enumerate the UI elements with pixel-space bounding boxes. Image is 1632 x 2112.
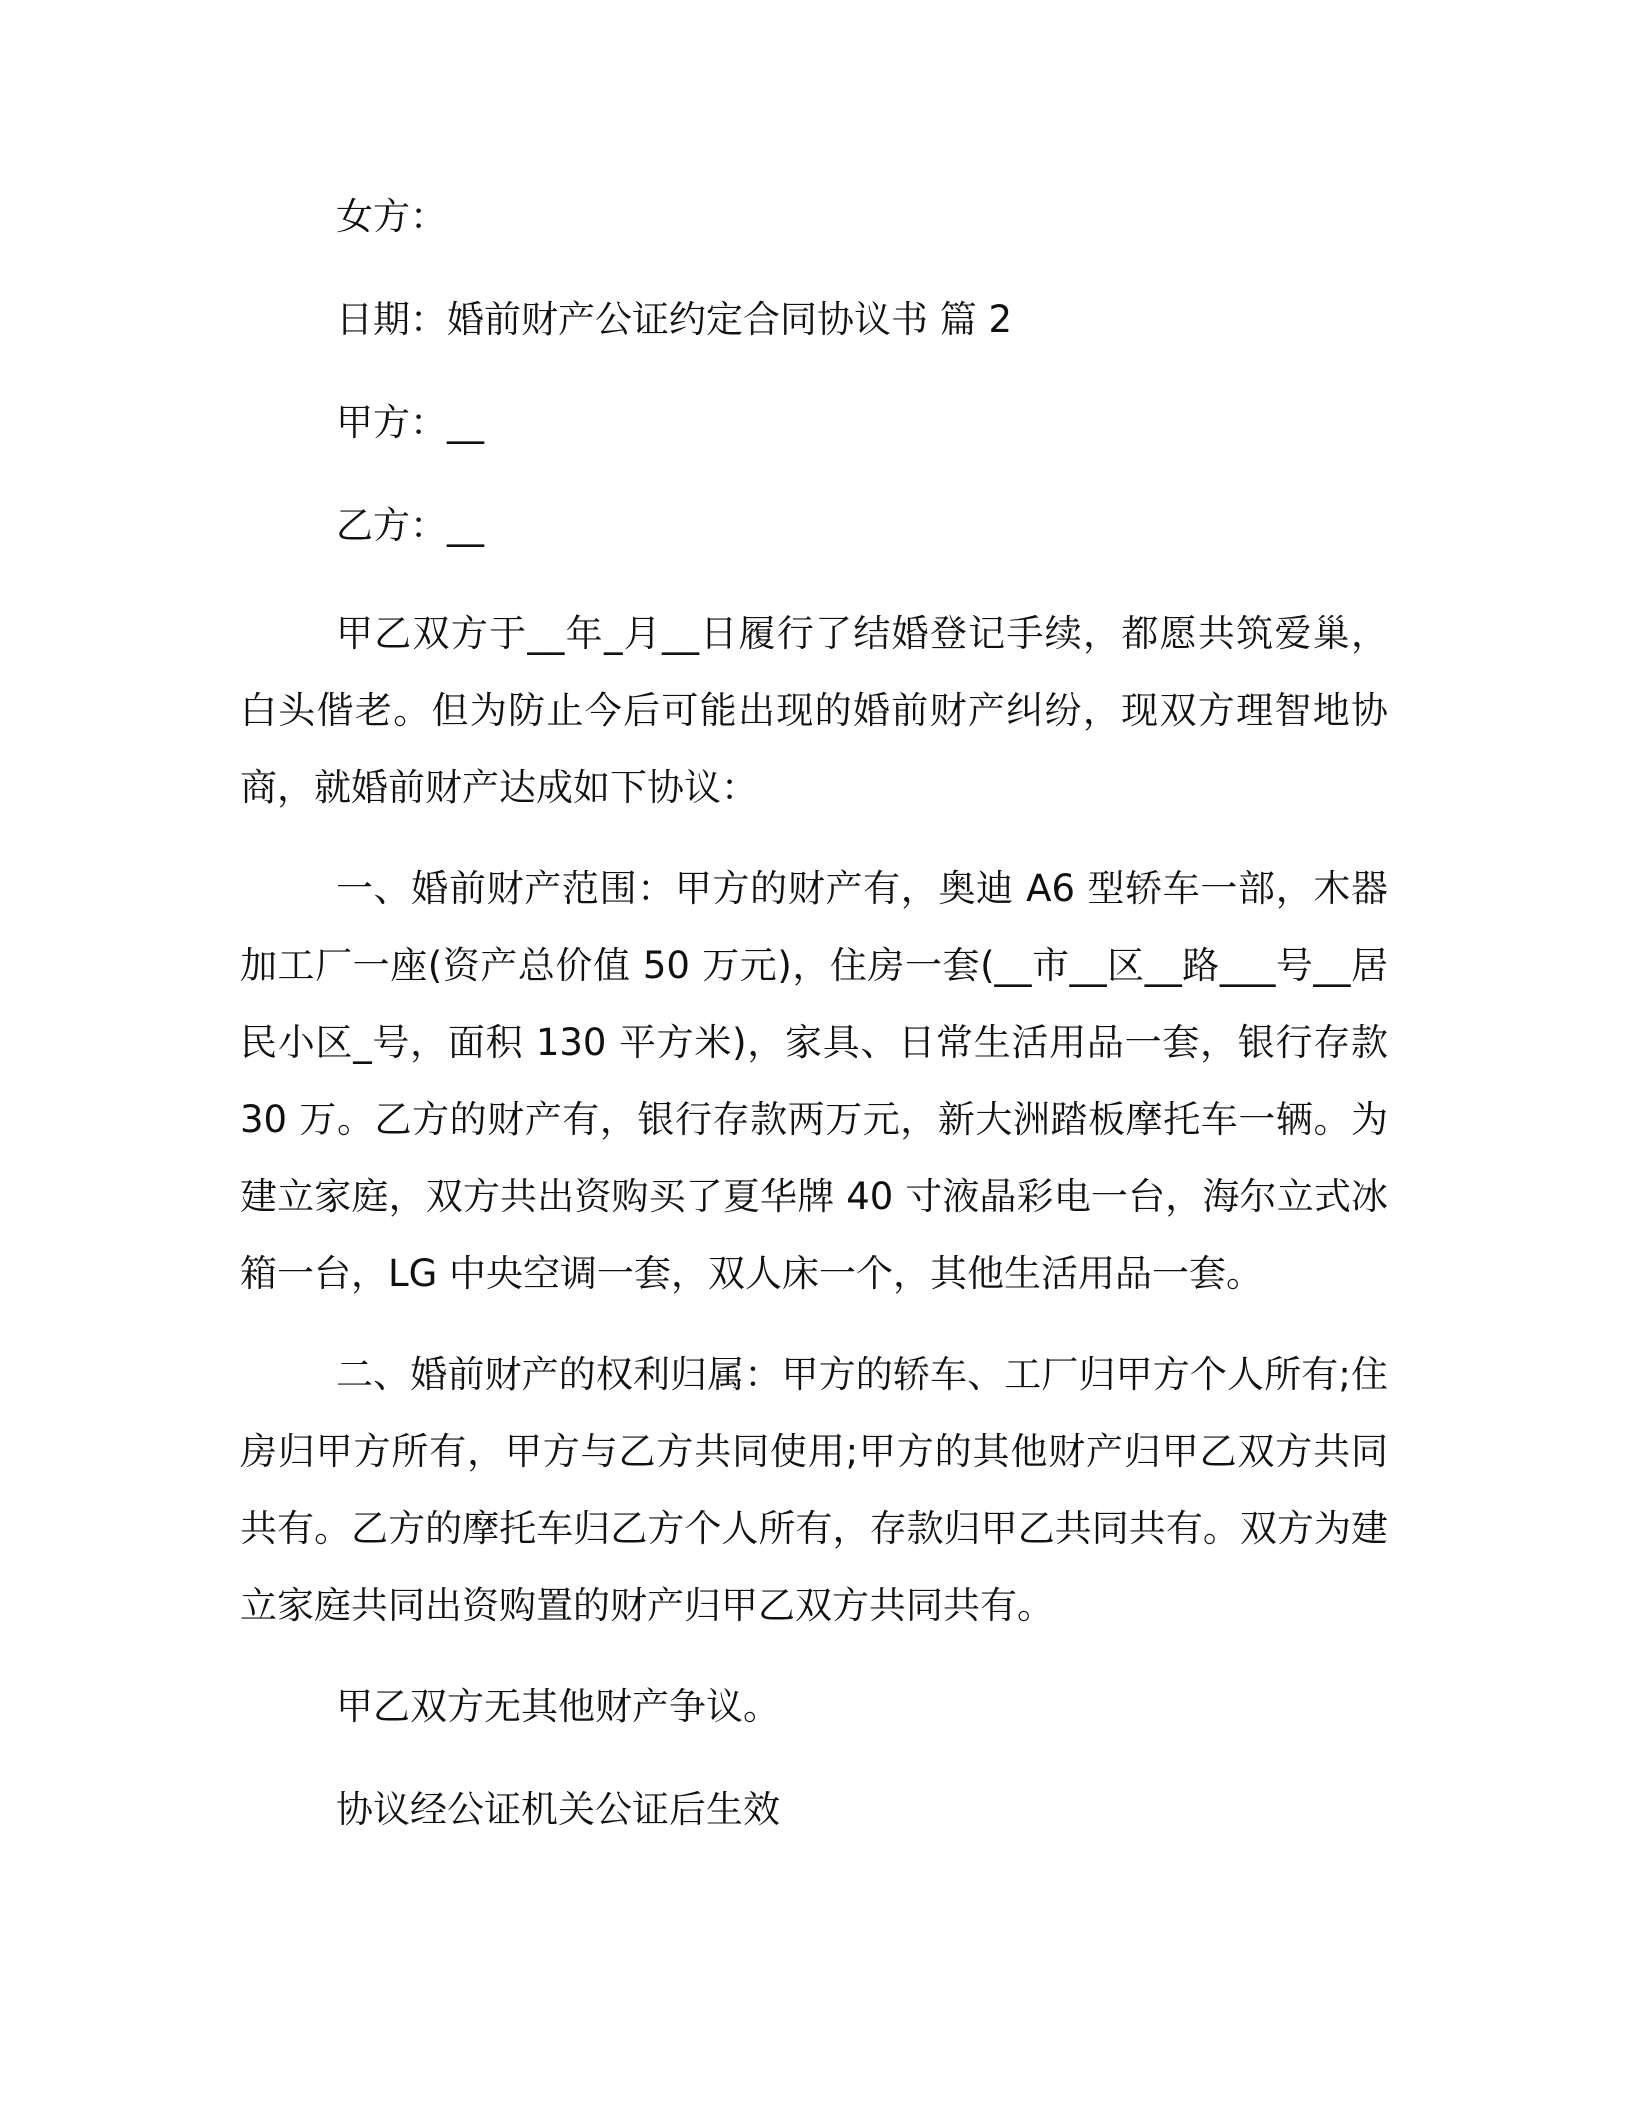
party-b-line: 乙方：__	[336, 504, 484, 547]
intro-paragraph: 甲乙双方于__年_月__日履行了结婚登记手续，都愿共筑爱巢，白头偕老。但为防止今后可能出现的婚前财产纠纷，现双方理智地协商，就婚前财产达成如下协议：	[240, 612, 1388, 809]
date-line: 日期：婚前财产公证约定合同协议书 篇 2	[336, 298, 1013, 341]
effective-clause-line: 协议经公证机关公证后生效	[336, 1788, 780, 1831]
party-a-line: 甲方：__	[336, 401, 484, 444]
property-scope-paragraph: 一、婚前财产范围：甲方的财产有，奥迪 A6 型轿车一部，木器加工厂一座(资产总价值 50 万元)，住房一套(__市__区__路___号__居民小区_号，面积 130 平方米)，家具、日常生活用品一套，银行存款 30 万。乙方的财产有，银行存款两万元，新大洲踏板摩托车一辆。为建立家庭，双方共出资购买了夏华牌 40 寸液晶彩电一台，海尔立式冰箱一台，LG 中央空调一套，双人床一个，其他生活用品一套。	[240, 867, 1388, 1295]
property-ownership-paragraph: 二、婚前财产的权利归属：甲方的轿车、工厂归甲方个人所有;住房归甲方所有，甲方与乙方共同使用;甲方的其他财产归甲乙双方共同共有。乙方的摩托车归乙方个人所有，存款归甲乙共同共有。双方为建立家庭共同出资购置的财产归甲乙双方共同共有。	[240, 1353, 1388, 1627]
no-dispute-line: 甲乙双方无其他财产争议。	[336, 1685, 780, 1728]
female-party-line: 女方：	[336, 195, 447, 238]
